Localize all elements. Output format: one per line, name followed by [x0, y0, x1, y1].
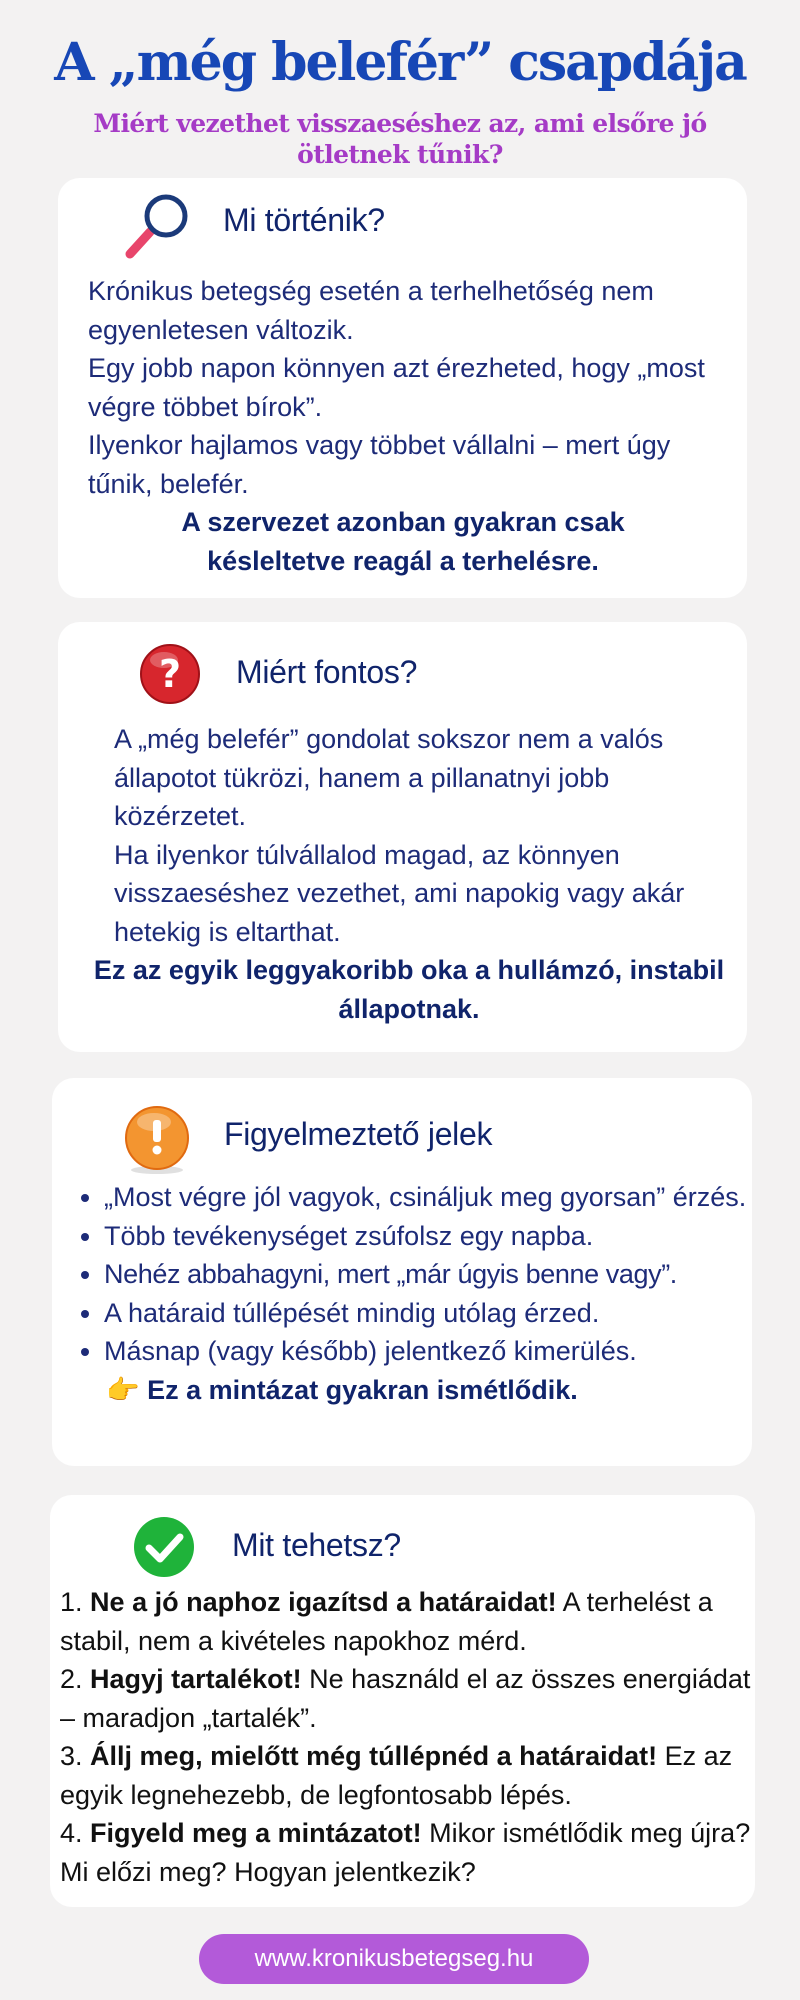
step-title: Állj meg, mielőtt még túllépnéd a határaidat!	[90, 1741, 658, 1771]
pattern-note	[64, 1371, 754, 1410]
paragraph: Krónikus betegség esetén a terhelhetőség nem egyenletesen változik.	[88, 276, 654, 345]
card-title: Mit tehetsz?	[232, 1527, 401, 1563]
step-text: A terhelést a stabil, nem a kivételes napokhoz mérd.	[60, 1587, 713, 1656]
step-title: Figyeld meg a mintázatot!	[90, 1818, 422, 1848]
paragraph: A „még belefér” gondolat sokszor nem a valós állapotot tükrözi, hanem a pillanatnyi jobb közérzetet.	[114, 724, 664, 831]
paragraph: Egy jobb napon könnyen azt érezheted, hogy „most végre többet bírok”.	[88, 353, 705, 422]
step-number: 3.	[60, 1741, 83, 1771]
card-what-happens	[58, 178, 747, 598]
step-title: Ne a jó naphoz igazítsd a határaidat!	[90, 1587, 557, 1617]
card-body	[60, 1583, 755, 1891]
warning-list	[64, 1178, 754, 1371]
question-icon	[138, 642, 202, 706]
emphasis-text: Ez a mintázat gyakran ismétlődik.	[147, 1374, 578, 1405]
list-item: • Több tevékenységet zsúfolsz egy napba.	[104, 1217, 754, 1256]
website-link[interactable]: www.kronikusbetegseg.hu	[199, 1934, 589, 1984]
emphasis-text: A szervezet azonban gyakran csak késleltetve reagál a terhelésre.	[181, 507, 625, 576]
step-item	[60, 1660, 755, 1737]
card-why-important	[58, 622, 747, 1052]
step-item	[60, 1814, 755, 1891]
page-subtitle: Miért vezethet visszaeséshez az, ami elsőre jó ötletnek tűnik?	[93, 109, 707, 169]
step-title: Hagyj tartalékot!	[90, 1664, 302, 1694]
card-title: Miért fontos?	[236, 654, 418, 690]
step-text: Ez az egyik legnehezebb, de legfontosabb lépés.	[60, 1741, 733, 1810]
step-number: 2.	[60, 1664, 83, 1694]
paragraph: Ilyenkor hajlamos vagy többet vállalni – mert úgy tűnik, belefér.	[88, 430, 671, 499]
magnifier-icon	[122, 192, 192, 262]
step-number: 4.	[60, 1818, 83, 1848]
card-warning-signs	[52, 1078, 752, 1466]
list-item: • Másnap (vagy később) jelentkező kimerülés.	[104, 1332, 754, 1371]
paragraph: Ha ilyenkor túlvállalod magad, az könnyen visszaeséshez vezethet, ami napokig vagy akár hetekig is eltarthat.	[114, 839, 685, 947]
list-item: • Nehéz abbahagyni, mert „már úgyis benne vagy”.	[104, 1255, 754, 1294]
step-text: Mikor ismétlődik meg újra? Mi előzi meg? Hogyan jelentkezik?	[60, 1818, 751, 1887]
card-body	[93, 720, 725, 1028]
warning-icon	[122, 1104, 192, 1176]
list-item: • A határaid túllépését mindig utólag érzed.	[104, 1294, 754, 1333]
pointing-hand-icon: 👉	[106, 1374, 140, 1405]
card-body	[88, 272, 718, 580]
svg-text:?: ?	[158, 652, 182, 696]
card-body	[64, 1178, 754, 1409]
step-text: Ne használd el az összes energiádat – maradjon „tartalék”.	[60, 1664, 751, 1733]
step-number: 1.	[60, 1587, 83, 1617]
list-item: • „Most végre jól vagyok, csináljuk meg gyorsan” érzés.	[104, 1178, 754, 1217]
checkmark-icon	[132, 1515, 196, 1579]
step-item	[60, 1583, 755, 1660]
card-what-to-do	[50, 1495, 755, 1907]
card-title: Mi történik?	[223, 202, 385, 238]
page-title: A „még belefér” csapdája	[54, 32, 746, 93]
emphasis-text: Ez az egyik leggyakoribb oka a hullámzó, instabil állapotnak.	[93, 955, 725, 1024]
step-item	[60, 1737, 755, 1814]
card-title: Figyelmeztető jelek	[224, 1116, 493, 1152]
